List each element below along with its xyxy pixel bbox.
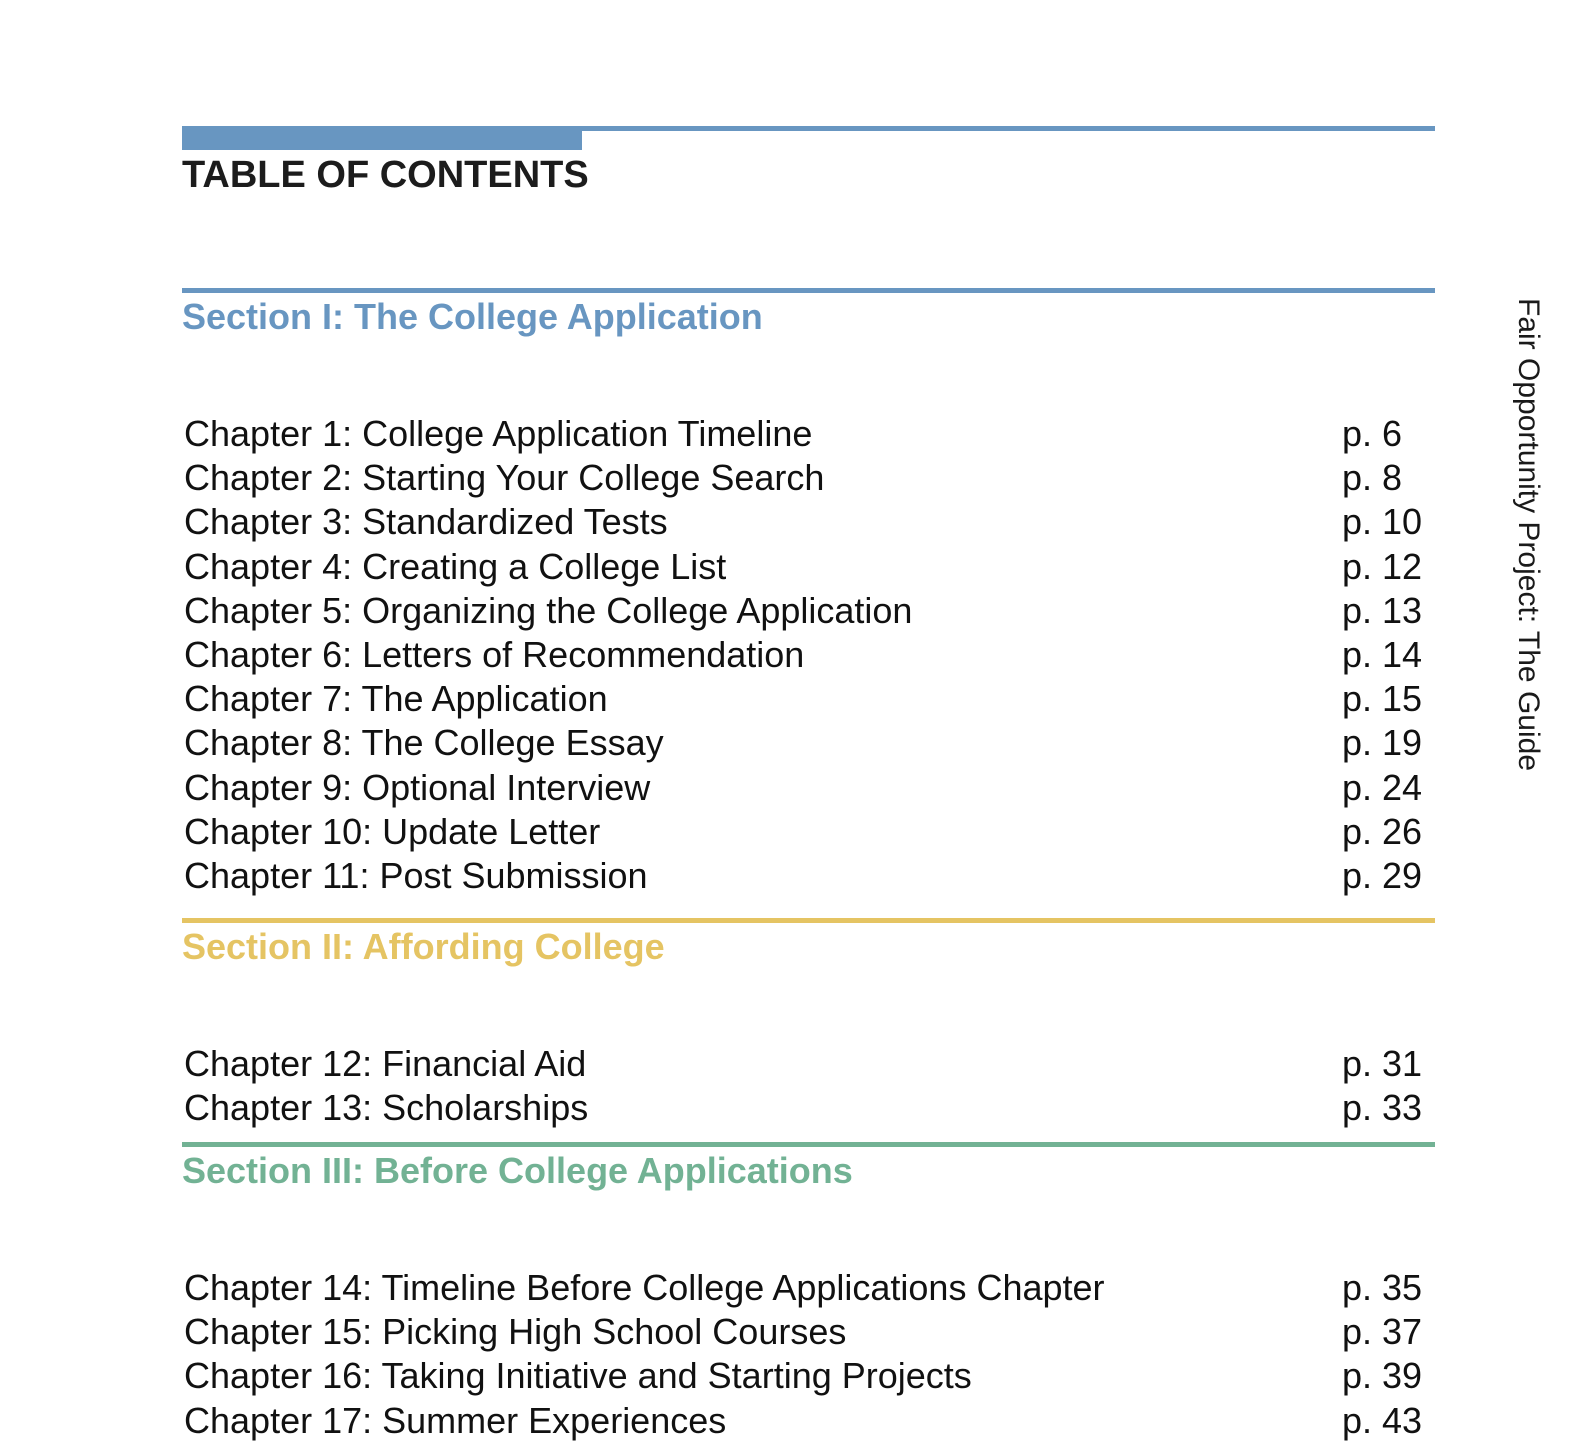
toc-entry[interactable] [182,1310,1435,1354]
toc-entry[interactable] [182,545,1435,589]
chapter-title: Chapter 7: The Application [184,678,608,720]
chapter-title: Chapter 14: Timeline Before College Applications Chapter [184,1267,1105,1308]
section-title: Section I: The College Application [182,296,763,337]
section-title: Section II: Affording College [182,926,665,967]
chapter-page: p. 33 [1342,1087,1423,1129]
chapter-page: p. 14 [1342,633,1423,675]
toc-entry[interactable] [182,677,1435,721]
toc-entry[interactable] [182,456,1435,500]
toc-entry[interactable] [182,1399,1435,1443]
chapter-page: p. 29 [1342,854,1423,896]
chapter-title: Chapter 13: Scholarships [184,1087,589,1129]
page-title: TABLE OF CONTENTS [182,154,589,196]
running-title: Fair Opportunity Project: The Guide [1512,298,1545,771]
section-rule [182,1142,1435,1147]
toc-entry[interactable] [182,854,1435,898]
toc-entry[interactable] [182,1266,1435,1310]
chapter-title: Chapter 12: Financial Aid [184,1043,587,1084]
chapter-page: p. 15 [1342,678,1423,720]
toc-entry[interactable] [182,766,1435,810]
chapter-page: p. 19 [1342,722,1423,764]
toc-entry[interactable] [182,721,1435,765]
toc-entry[interactable] [182,1042,1435,1086]
chapter-title: Chapter 1: College Application Timeline [184,413,813,454]
chapter-page: p. 10 [1342,501,1423,543]
chapter-page: p. 12 [1342,545,1423,587]
toc-entry[interactable] [182,589,1435,633]
chapter-title: Chapter 16: Taking Initiative and Starting Projects [184,1355,972,1397]
chapter-page: p. 13 [1342,589,1423,631]
chapter-page: p. 35 [1342,1267,1423,1308]
toc-entry[interactable] [182,1086,1435,1130]
chapter-page: p. 8 [1342,457,1403,499]
toc-entry[interactable] [182,500,1435,544]
chapter-title: Chapter 6: Letters of Recommendation [184,633,805,675]
chapter-title: Chapter 10: Update Letter [184,810,601,852]
section-rule [182,288,1435,293]
chapter-title: Chapter 9: Optional Interview [184,766,651,808]
chapter-page: p. 39 [1342,1355,1423,1397]
toc-entry[interactable] [182,810,1435,854]
chapter-page: p. 6 [1342,413,1403,454]
chapter-title: Chapter 15: Picking High School Courses [184,1311,847,1353]
toc-entry[interactable] [182,633,1435,677]
chapter-page: p. 24 [1342,766,1423,808]
chapter-title: Chapter 11: Post Submission [184,854,648,896]
chapter-page: p. 31 [1342,1043,1423,1084]
chapter-title: Chapter 5: Organizing the College Application [184,589,913,631]
header-rule [182,126,1435,131]
section-title: Section III: Before College Applications [182,1150,853,1191]
chapter-page: p. 43 [1342,1399,1423,1441]
chapter-title: Chapter 8: The College Essay [184,722,664,764]
section-rule [182,918,1435,923]
chapter-title: Chapter 3: Standardized Tests [184,501,668,543]
chapter-page: p. 37 [1342,1311,1423,1353]
chapter-list [182,412,1435,898]
chapter-title: Chapter 2: Starting Your College Search [184,457,825,499]
chapter-page: p. 26 [1342,810,1423,852]
chapter-title: Chapter 4: Creating a College List [184,545,727,587]
chapter-list [182,1266,1435,1443]
chapter-list [182,1042,1435,1130]
toc-entry[interactable] [182,412,1435,456]
toc-entry[interactable] [182,1354,1435,1398]
chapter-title: Chapter 17: Summer Experiences [184,1399,727,1441]
